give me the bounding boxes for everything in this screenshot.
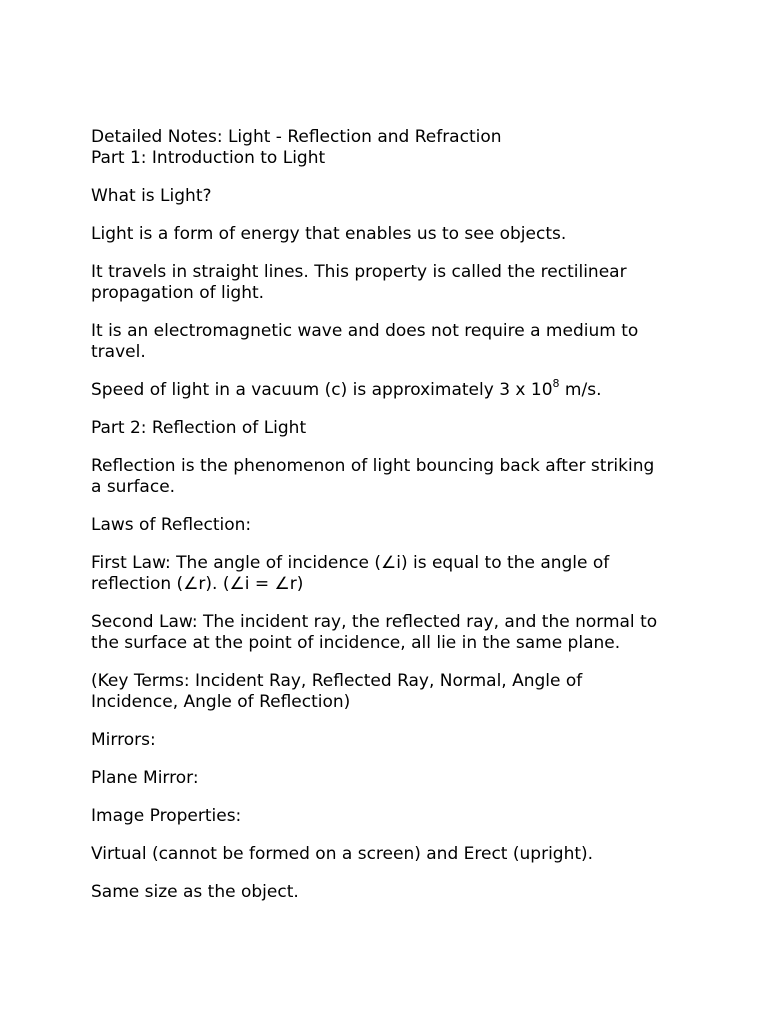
speed-text-post: m/s. [559, 380, 602, 400]
plane-mirror-heading: Plane Mirror: [91, 768, 199, 788]
paragraph-straight-lines [91, 262, 691, 304]
paragraph-virtual [91, 844, 691, 865]
second-law-line-2: the surface at the point of incidence, all lie in the same plane. [91, 633, 621, 653]
what-is-light-heading [91, 186, 691, 207]
first-law [91, 553, 691, 595]
paragraph-straight-line-1: It travels in straight lines. This property is called the rectilinear [91, 262, 627, 282]
paragraph-reflection-line-2: a surface. [91, 477, 176, 497]
paragraph-straight-line-2: propagation of light. [91, 283, 265, 303]
part2-heading-block [91, 418, 691, 439]
paragraph-virtual-text: Virtual (cannot be formed on a screen) and Erect (upright). [91, 844, 594, 864]
key-terms-line-1: (Key Terms: Incident Ray, Reflected Ray, Normal, Angle of [91, 671, 583, 691]
paragraph-energy [91, 224, 691, 245]
image-properties-block [91, 806, 691, 827]
mirrors-heading-block [91, 730, 691, 751]
plane-mirror-block [91, 768, 691, 789]
laws-heading-block [91, 515, 691, 536]
document-page [91, 127, 691, 920]
first-law-line-1: First Law: The angle of incidence (∠i) is equal to the angle of [91, 553, 610, 573]
image-properties-heading: Image Properties: [91, 806, 242, 826]
paragraph-same-size-text: Same size as the object. [91, 882, 299, 902]
what-is-light-text: What is Light? [91, 186, 212, 206]
paragraph-em-line-1: It is an electromagnetic wave and does not require a medium to [91, 321, 639, 341]
title-block [91, 127, 691, 169]
paragraph-reflection [91, 456, 691, 498]
mirrors-heading: Mirrors: [91, 730, 156, 750]
paragraph-electromagnetic [91, 321, 691, 363]
paragraph-speed [91, 377, 691, 401]
paragraph-speed-text [91, 377, 691, 401]
paragraph-reflection-line-1: Reflection is the phenomenon of light bouncing back after striking [91, 456, 655, 476]
paragraph-same-size [91, 882, 691, 903]
second-law-line-1: Second Law: The incident ray, the reflected ray, and the normal to [91, 612, 658, 632]
key-terms [91, 671, 691, 713]
second-law [91, 612, 691, 654]
speed-exponent: 8 [552, 377, 560, 391]
first-law-line-2: reflection (∠r). (∠i = ∠r) [91, 574, 304, 594]
speed-text-pre: Speed of light in a vacuum (c) is approximately 3 x 10 [91, 380, 553, 400]
part2-heading: Part 2: Reflection of Light [91, 418, 307, 438]
laws-heading: Laws of Reflection: [91, 515, 252, 535]
part1-heading: Part 1: Introduction to Light [91, 148, 326, 168]
paragraph-energy-text: Light is a form of energy that enables us to see objects. [91, 224, 567, 244]
document-title: Detailed Notes: Light - Reflection and Refraction [91, 127, 502, 147]
key-terms-line-2: Incidence, Angle of Reflection) [91, 692, 351, 712]
paragraph-em-line-2: travel. [91, 342, 146, 362]
